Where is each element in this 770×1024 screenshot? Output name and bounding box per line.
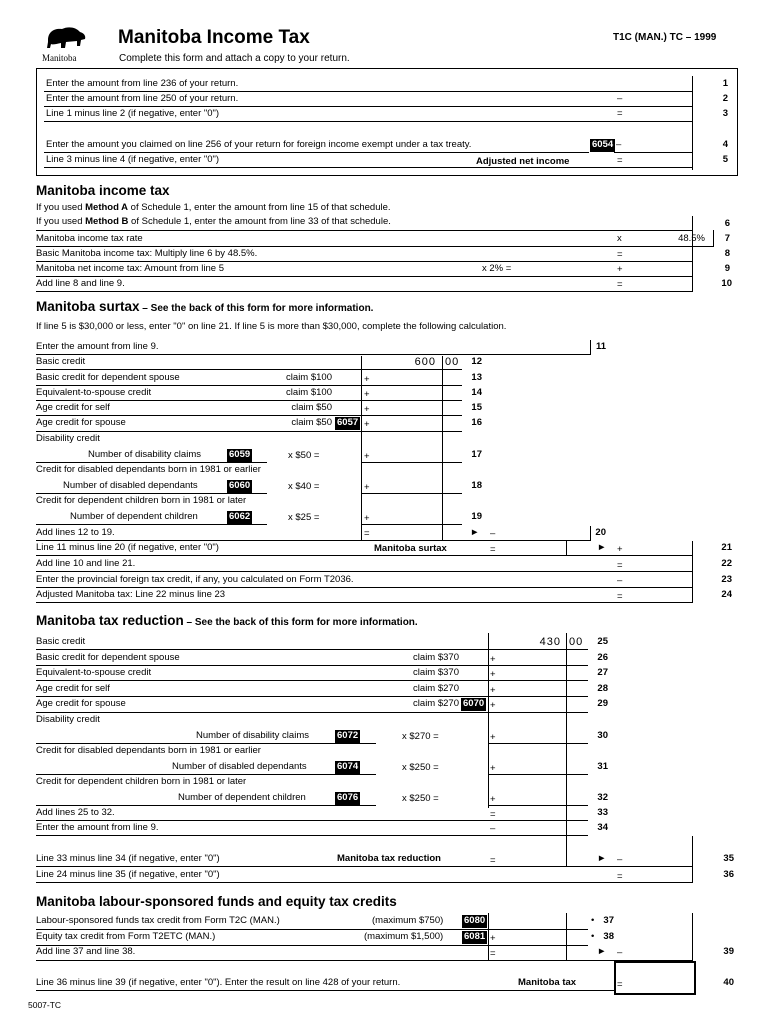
reduction-children-label: Credit for dependent children born in 1981 or later [36, 776, 247, 787]
line-20-equals: = [364, 528, 370, 539]
manitoba-surtax-label: Manitoba surtax [374, 543, 447, 554]
code-6070: 6070 [463, 698, 485, 709]
line-39-label: Add line 37 and line 38. [36, 946, 136, 957]
page-title: Manitoba Income Tax [118, 27, 310, 48]
line-13-plus: + [364, 374, 370, 385]
line-36-label: Line 24 minus line 35 (if negative, enter "0") [36, 869, 220, 880]
line-33-label: Add lines 25 to 32. [36, 807, 115, 818]
line-19-label: Number of dependent children [70, 511, 198, 522]
line-24-equals: = [617, 591, 623, 602]
line-32-plus: + [490, 794, 496, 805]
line-number-10: 10 [721, 278, 732, 289]
line-10-label: Add line 8 and line 9. [36, 278, 125, 289]
section-surtax: Manitoba surtax – See the back of this form for more information. [36, 299, 374, 314]
line-26-label: Basic credit for dependent spouse [36, 652, 180, 663]
line-32-multiplier: x $250 = [402, 793, 439, 804]
line-9-plus: + [617, 264, 623, 275]
logo-text: Manitoba [42, 53, 77, 63]
line-number-40: 40 [723, 977, 734, 988]
code-6057: 6057 [337, 417, 359, 428]
line-29-claim: claim $270 [413, 698, 459, 709]
line-39-equals: = [490, 948, 496, 959]
bison-logo [44, 24, 90, 52]
line-34-label: Enter the amount from line 9. [36, 822, 159, 833]
line-7-x: x [617, 233, 622, 244]
line-number-8: 8 [724, 248, 730, 259]
line-26-claim: claim $370 [413, 652, 459, 663]
line-22-label: Add line 10 and line 21. [36, 558, 136, 569]
line-number-4: 4 [722, 139, 728, 150]
line-15-plus: + [364, 404, 370, 415]
line-35-label: Line 33 minus line 34 (if negative, enter "0") [36, 853, 220, 864]
line-14-plus: + [364, 389, 370, 400]
line-26-plus: + [490, 654, 496, 665]
line-14-label: Equivalent-to-spouse credit [36, 387, 152, 398]
line-4-minus: – [616, 139, 622, 150]
line-16-plus: + [364, 419, 370, 430]
line-number-25: 25 [597, 636, 608, 647]
line-28-plus: + [490, 685, 496, 696]
line-13-claim: claim $100 [286, 372, 332, 383]
line-number-14: 14 [471, 387, 482, 398]
line-number-34: 34 [597, 822, 608, 833]
line-17-label: Number of disability claims [88, 449, 201, 460]
line-2-label: Enter the amount from line 250 of your return. [46, 93, 239, 104]
line-number-18: 18 [471, 480, 482, 491]
line-number-30: 30 [597, 730, 608, 741]
code-6060: 6060 [229, 480, 251, 491]
line-15-label: Age credit for self [36, 402, 110, 413]
line-number-36: 36 [723, 869, 734, 880]
manitoba-tax-reduction-label: Manitoba tax reduction [337, 853, 441, 864]
line-15-claim: claim $50 [291, 402, 332, 413]
line-23-label: Enter the provincial foreign tax credit, if any, you calculated on Form T2036. [36, 574, 354, 585]
line-21-arrow: ► [597, 542, 607, 553]
line-number-19: 19 [471, 511, 482, 522]
line-12-cents: 00 [445, 356, 460, 368]
line-20-arrow: ► [470, 527, 480, 538]
line-number-33: 33 [597, 807, 608, 818]
line-29-label: Age credit for spouse [36, 698, 126, 709]
line-27-claim: claim $370 [413, 667, 459, 678]
line-21-equals: = [490, 544, 496, 555]
line-21-label: Line 11 minus line 20 (if negative, enter "0") [36, 542, 219, 553]
line-6a-label: If you used Method A of Schedule 1, enter the amount from line 15 of that schedule. [36, 202, 391, 213]
line-number-13: 13 [471, 372, 482, 383]
line-17-plus: + [364, 451, 370, 462]
line-31-plus: + [490, 763, 496, 774]
line-number-6: 6 [724, 218, 730, 229]
line-35-arrow: ► [597, 853, 607, 864]
line-38-max: (maximum $1,500) [364, 931, 444, 942]
tax-rate-value: 48.5% [678, 233, 705, 244]
line-number-11: 11 [595, 341, 606, 352]
line-38-plus: + [490, 933, 496, 944]
line-number-1: 1 [722, 78, 728, 89]
line-18-label: Number of disabled dependants [63, 480, 198, 491]
form-id: T1C (MAN.) TC – 1999 [613, 32, 717, 43]
line-28-label: Age credit for self [36, 683, 110, 694]
code-6074: 6074 [337, 761, 359, 772]
line-40-label: Line 36 minus line 39 (if negative, enter "0"). Enter the result on line 428 of your return. [36, 977, 401, 988]
line-27-label: Equivalent-to-spouse credit [36, 667, 152, 678]
adjusted-net-income-label: Adjusted net income [476, 156, 570, 167]
line-39-minus: – [617, 947, 623, 958]
line-number-29: 29 [597, 698, 608, 709]
line-25-amount: 430 [539, 636, 561, 648]
section-labour-sponsored: Manitoba labour-sponsored funds and equity tax credits [36, 894, 397, 909]
line-number-37: 37 [603, 915, 614, 926]
line-number-27: 27 [597, 667, 608, 678]
line-24-label: Adjusted Manitoba tax: Line 22 minus line 23 [36, 589, 226, 600]
line-38-bullet: • [591, 931, 595, 942]
line-35-minus: – [617, 854, 623, 865]
line-1-amount-field[interactable] [615, 78, 691, 90]
line-9-label: Manitoba net income tax: Amount from line 5 [36, 263, 224, 274]
line-number-24: 24 [721, 589, 732, 600]
line-21-plus: + [617, 544, 623, 555]
line-5-label: Line 3 minus line 4 (if negative, enter "0") [46, 154, 220, 165]
line-31-label: Number of disabled dependants [172, 761, 307, 772]
line-number-28: 28 [597, 683, 608, 694]
line-number-38: 38 [603, 931, 614, 942]
line-30-plus: + [490, 732, 496, 743]
line-number-2: 2 [722, 93, 728, 104]
line-number-9: 9 [724, 263, 730, 274]
line-19-multiplier: x $25 = [288, 512, 320, 523]
line-18-multiplier: x $40 = [288, 481, 320, 492]
line-number-21: 21 [721, 542, 732, 553]
line-37-label: Labour-sponsored funds tax credit from Form T2C (MAN.) [36, 915, 280, 926]
line-31-multiplier: x $250 = [402, 762, 439, 773]
line-30-label: Number of disability claims [196, 730, 309, 741]
code-6081: 6081 [464, 931, 486, 942]
line-39-arrow: ► [597, 946, 607, 957]
line-30-multiplier: x $270 = [402, 731, 439, 742]
section-tax-reduction: Manitoba tax reduction – See the back of this form for more information. [36, 613, 418, 628]
line-number-31: 31 [597, 761, 608, 772]
line-10-equals: = [617, 279, 623, 290]
line-33-equals: = [490, 809, 496, 820]
disability-credit-label: Disability credit [36, 433, 100, 444]
code-6076: 6076 [337, 792, 359, 803]
line-36-equals: = [617, 871, 623, 882]
line-18-plus: + [364, 482, 370, 493]
line-12-amount: 600 [414, 356, 436, 368]
line-38-label: Equity tax credit from Form T2ETC (MAN.) [36, 931, 216, 942]
line-25-label: Basic credit [36, 636, 86, 647]
line-number-26: 26 [597, 652, 608, 663]
line-3-equals: = [617, 108, 623, 119]
subtitle: Complete this form and attach a copy to your return. [119, 53, 350, 64]
line-16-label: Age credit for spouse [36, 417, 126, 428]
code-6080: 6080 [464, 915, 486, 926]
line-40-equals: = [617, 979, 623, 990]
line-19-plus: + [364, 513, 370, 524]
line-1-label: Enter the amount from line 236 of your return. [46, 78, 239, 89]
line-number-20: 20 [595, 527, 606, 538]
line-13-label: Basic credit for dependent spouse [36, 372, 180, 383]
line-25-cents: 00 [569, 636, 584, 648]
manitoba-tax-label: Manitoba tax [518, 977, 577, 988]
code-6054: 6054 [592, 139, 614, 150]
line-17-multiplier: x $50 = [288, 450, 320, 461]
line-number-22: 22 [721, 558, 732, 569]
line-number-39: 39 [723, 946, 734, 957]
line-32-label: Number of dependent children [178, 792, 306, 803]
line-35-equals: = [490, 855, 496, 866]
line-number-17: 17 [471, 449, 482, 460]
line-number-7: 7 [724, 233, 730, 244]
line-8-label: Basic Manitoba income tax: Multiply line 6 by 48.5%. [36, 248, 258, 259]
section-income-tax: Manitoba income tax [36, 183, 170, 198]
line-number-32: 32 [597, 792, 608, 803]
line-40-amount-box[interactable] [614, 961, 696, 995]
dependent-children-label: Credit for dependent children born in 1981 or later [36, 495, 247, 506]
line-number-12: 12 [471, 356, 482, 367]
code-6072: 6072 [337, 730, 359, 741]
line-20-minus: – [490, 528, 496, 539]
reduction-disability-label: Disability credit [36, 714, 100, 725]
line-27-plus: + [490, 669, 496, 680]
line-34-minus: – [490, 823, 496, 834]
line-11-label: Enter the amount from line 9. [36, 341, 159, 352]
line-3-label: Line 1 minus line 2 (if negative, enter "0") [46, 108, 220, 119]
line-14-claim: claim $100 [286, 387, 332, 398]
line-number-5: 5 [722, 154, 728, 165]
code-6059: 6059 [229, 449, 251, 460]
line-7-label: Manitoba income tax rate [36, 233, 143, 244]
line-37-bullet: • [591, 915, 595, 926]
line-22-equals: = [617, 560, 623, 571]
line-20-label: Add lines 12 to 19. [36, 527, 115, 538]
line-number-16: 16 [471, 417, 482, 428]
line-23-minus: – [617, 575, 623, 586]
line-number-3: 3 [722, 108, 728, 119]
line-29-plus: + [490, 700, 496, 711]
surtax-intro: If line 5 is $30,000 or less, enter "0" on line 21. If line 5 is more than $30,000, complete the following calculation. [36, 321, 507, 332]
line-6b-label: If you used Method B of Schedule 1, enter the amount from line 33 of that schedule. [36, 216, 391, 227]
code-6062: 6062 [229, 511, 251, 522]
reduction-dependants-label: Credit for disabled dependants born in 1981 or earlier [36, 745, 261, 756]
form-number: 5007-TC [28, 1000, 62, 1010]
line-37-max: (maximum $750) [372, 915, 444, 926]
line-16-claim: claim $50 [291, 417, 332, 428]
line-8-equals: = [617, 249, 623, 260]
line-4-label: Enter the amount you claimed on line 256 of your return for foreign income exempt under a tax treaty. [46, 139, 472, 150]
line-9-multiplier: x 2% = [482, 263, 512, 274]
disabled-dependants-label: Credit for disabled dependants born in 1981 or earlier [36, 464, 261, 475]
line-number-15: 15 [471, 402, 482, 413]
line-number-35: 35 [723, 853, 734, 864]
line-5-equals: = [617, 155, 623, 166]
line-number-23: 23 [721, 574, 732, 585]
line-28-claim: claim $270 [413, 683, 459, 694]
line-12-label: Basic credit [36, 356, 86, 367]
line-2-minus: – [617, 93, 623, 104]
